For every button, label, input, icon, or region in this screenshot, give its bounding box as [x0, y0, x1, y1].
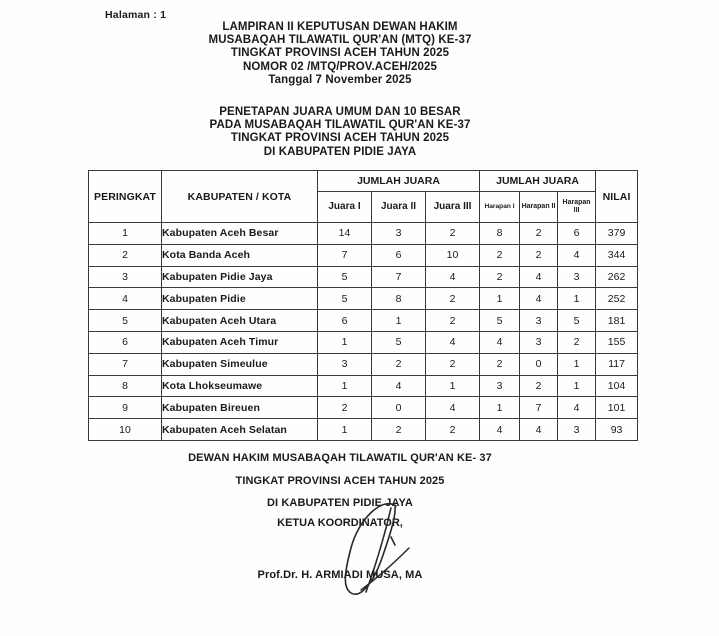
column-header-nilai: NILAI	[596, 171, 638, 223]
harapan2-cell: 4	[520, 266, 558, 288]
harapan1-cell: 4	[480, 419, 520, 441]
peringkat-cell: 8	[89, 375, 162, 397]
juara2-cell: 3	[372, 223, 426, 245]
juara1-cell: 1	[318, 375, 372, 397]
harapan2-cell: 3	[520, 331, 558, 353]
juara1-cell: 2	[318, 397, 372, 419]
juara1-cell: 7	[318, 244, 372, 266]
harapan3-cell: 5	[558, 310, 596, 332]
kabupaten-cell: Kabupaten Simeulue	[162, 353, 318, 375]
juara2-cell: 7	[372, 266, 426, 288]
column-header-kabupaten: KABUPATEN / KOTA	[162, 171, 318, 223]
column-header-harapan-2: Harapan II	[520, 192, 558, 223]
header-line: MUSABAQAH TILAWATIL QUR'AN (MTQ) KE-37	[208, 34, 472, 47]
harapan3-cell: 6	[558, 223, 596, 245]
juara3-cell: 4	[426, 331, 480, 353]
table-row	[89, 353, 638, 375]
subheader-line: TINGKAT PROVINSI ACEH TAHUN 2025	[230, 132, 450, 145]
harapan3-cell: 1	[558, 353, 596, 375]
juara1-cell: 5	[318, 266, 372, 288]
harapan2-cell: 0	[520, 353, 558, 375]
harapan3-cell: 3	[558, 266, 596, 288]
column-header-peringkat: PERINGKAT	[89, 171, 162, 223]
header-line: LAMPIRAN II KEPUTUSAN DEWAN HAKIM	[222, 21, 458, 33]
signer-role-label: KETUA KOORDINATOR,	[277, 517, 403, 529]
harapan1-cell: 2	[480, 266, 520, 288]
juara3-cell: 4	[426, 397, 480, 419]
header-line: Tanggal 7 November 2025	[268, 73, 412, 86]
juara3-cell: 2	[426, 353, 480, 375]
nilai-cell: 344	[596, 244, 638, 266]
column-header-juara-3: Juara III	[426, 192, 480, 223]
juara2-cell: 2	[372, 419, 426, 441]
harapan1-cell: 5	[480, 310, 520, 332]
harapan3-cell: 1	[558, 375, 596, 397]
document-header	[0, 21, 680, 87]
juara1-cell: 6	[318, 310, 372, 332]
page-number-label: Halaman : 1	[105, 9, 167, 21]
nilai-cell: 117	[596, 353, 638, 375]
table-row	[89, 375, 638, 397]
peringkat-cell: 10	[89, 419, 162, 441]
harapan1-cell: 1	[480, 288, 520, 310]
harapan3-cell: 4	[558, 397, 596, 419]
juara3-cell: 2	[426, 310, 480, 332]
juara2-cell: 4	[372, 375, 426, 397]
harapan1-cell: 4	[480, 331, 520, 353]
table-row	[89, 331, 638, 353]
harapan2-cell: 3	[520, 310, 558, 332]
footer-line: TINGKAT PROVINSI ACEH TAHUN 2025	[235, 474, 445, 487]
table-row	[89, 288, 638, 310]
column-group-jumlah-harapan: JUMLAH JUARA	[480, 171, 596, 192]
juara2-cell: 8	[372, 288, 426, 310]
juara2-cell: 1	[372, 310, 426, 332]
harapan1-cell: 3	[480, 375, 520, 397]
kabupaten-cell: Kabupaten Aceh Utara	[162, 310, 318, 332]
peringkat-cell: 4	[89, 288, 162, 310]
harapan1-cell: 1	[480, 397, 520, 419]
column-header-juara-1: Juara I	[318, 192, 372, 223]
table-row	[89, 310, 638, 332]
peringkat-cell: 3	[89, 266, 162, 288]
juara2-cell: 0	[372, 397, 426, 419]
table-row	[89, 419, 638, 441]
harapan2-cell: 4	[520, 288, 558, 310]
juara2-cell: 2	[372, 353, 426, 375]
juara3-cell: 1	[426, 375, 480, 397]
juara3-cell: 2	[426, 419, 480, 441]
table-row	[89, 397, 638, 419]
juara3-cell: 2	[426, 288, 480, 310]
subheader-line: DI KABUPATEN PIDIE JAYA	[263, 145, 417, 158]
harapan3-cell: 1	[558, 288, 596, 310]
nilai-cell: 101	[596, 397, 638, 419]
kabupaten-cell: Kabupaten Pidie Jaya	[162, 266, 318, 288]
harapan3-cell: 4	[558, 244, 596, 266]
harapan2-cell: 2	[520, 223, 558, 245]
juara1-cell: 14	[318, 223, 372, 245]
kabupaten-cell: Kabupaten Bireuen	[162, 397, 318, 419]
harapan1-cell: 2	[480, 244, 520, 266]
subheader-line: PADA MUSABAQAH TILAWATIL QUR'AN KE-37	[209, 119, 471, 132]
header-line: NOMOR 02 /MTQ/PROV.ACEH/2025	[242, 60, 438, 73]
harapan1-cell: 2	[480, 353, 520, 375]
subheader-line: PENETAPAN JUARA UMUM DAN 10 BESAR	[219, 106, 461, 118]
column-header-harapan-1: Harapan I	[480, 192, 520, 223]
table-row	[89, 266, 638, 288]
kabupaten-cell: Kota Banda Aceh	[162, 244, 318, 266]
nilai-cell: 379	[596, 223, 638, 245]
signer-name: Prof.Dr. H. ARMIADI MUSA, MA	[257, 569, 423, 581]
column-group-jumlah-juara: JUMLAH JUARA	[318, 171, 480, 192]
nilai-cell: 262	[596, 266, 638, 288]
juara1-cell: 1	[318, 419, 372, 441]
juara1-cell: 5	[318, 288, 372, 310]
harapan3-cell: 3	[558, 419, 596, 441]
peringkat-cell: 2	[89, 244, 162, 266]
footer-line: DI KABUPATEN PIDIE JAYA	[267, 497, 413, 509]
kabupaten-cell: Kota Lhokseumawe	[162, 375, 318, 397]
juara2-cell: 6	[372, 244, 426, 266]
juara1-cell: 3	[318, 353, 372, 375]
column-header-harapan-3: Harapan III	[558, 192, 596, 223]
peringkat-cell: 1	[89, 223, 162, 245]
footer-line: DEWAN HAKIM MUSABAQAH TILAWATIL QUR'AN KE- 37	[188, 452, 492, 464]
harapan2-cell: 2	[520, 375, 558, 397]
harapan3-cell: 2	[558, 331, 596, 353]
signature-mark	[330, 498, 420, 603]
results-table	[88, 170, 638, 441]
peringkat-cell: 7	[89, 353, 162, 375]
nilai-cell: 104	[596, 375, 638, 397]
juara3-cell: 10	[426, 244, 480, 266]
kabupaten-cell: Kabupaten Aceh Selatan	[162, 419, 318, 441]
juara2-cell: 5	[372, 331, 426, 353]
harapan2-cell: 7	[520, 397, 558, 419]
peringkat-cell: 9	[89, 397, 162, 419]
nilai-cell: 181	[596, 310, 638, 332]
kabupaten-cell: Kabupaten Aceh Besar	[162, 223, 318, 245]
harapan2-cell: 4	[520, 419, 558, 441]
juara3-cell: 2	[426, 223, 480, 245]
nilai-cell: 155	[596, 331, 638, 353]
nilai-cell: 93	[596, 419, 638, 441]
harapan1-cell: 8	[480, 223, 520, 245]
juara1-cell: 1	[318, 331, 372, 353]
table-row	[89, 244, 638, 266]
document-subheader	[0, 106, 680, 159]
table-row	[89, 223, 638, 245]
kabupaten-cell: Kabupaten Pidie	[162, 288, 318, 310]
juara3-cell: 4	[426, 266, 480, 288]
kabupaten-cell: Kabupaten Aceh Timur	[162, 331, 318, 353]
peringkat-cell: 5	[89, 310, 162, 332]
column-header-juara-2: Juara II	[372, 192, 426, 223]
harapan2-cell: 2	[520, 244, 558, 266]
header-line: TINGKAT PROVINSI ACEH TAHUN 2025	[230, 47, 450, 60]
nilai-cell: 252	[596, 288, 638, 310]
peringkat-cell: 6	[89, 331, 162, 353]
